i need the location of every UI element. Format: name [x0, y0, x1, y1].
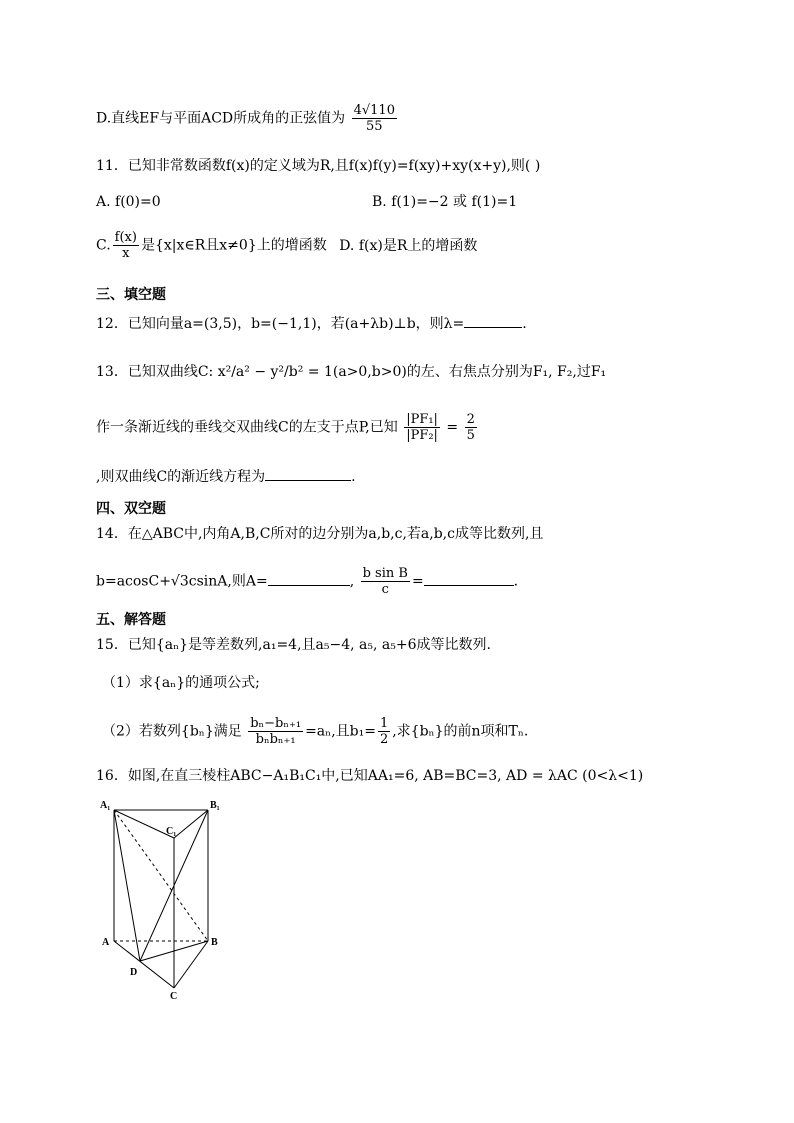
edge-a1-c1 [114, 810, 177, 838]
fraction-numerator: 2 [466, 412, 475, 427]
fraction-numerator: b sin B [362, 566, 408, 581]
label-c1: C₁ [166, 826, 177, 837]
part-2-suffix: ,求{bₙ}的前n项和Tₙ. [392, 723, 529, 740]
answer-blank-b[interactable] [424, 571, 514, 586]
option-d-text: D.直线EF与平面ACD所成角的正弦值为 [96, 110, 346, 127]
segment-a1-b-hidden [114, 810, 208, 941]
question-13-line-2-text: 作一条渐近线的垂线交双曲线C的左支于点P,已知 [96, 419, 398, 436]
question-11-stem: 11．已知非常数函数f(x)的定义域为R,且f(x)f(y)=f(xy)+xy(x+y),则( ) [96, 158, 541, 174]
answer-blank-a[interactable] [268, 571, 350, 586]
equals-sign: = [411, 573, 424, 590]
question-12-end: . [522, 316, 527, 332]
answer-blank[interactable] [265, 466, 351, 481]
section-heading-fill-in: 三、填空题 [96, 287, 166, 303]
section-heading-solutions: 五、解答题 [96, 612, 166, 628]
part-2-half-fraction [378, 716, 390, 747]
fraction-numerator: 4√110 [353, 103, 395, 118]
option-c-prefix: C. [96, 237, 111, 254]
separator: , [349, 573, 355, 590]
question-12-text: 12．已知向量a=(3,5)，b=(−1,1)，若(a+λb)⊥b，则λ= [96, 316, 465, 332]
label-b1: B₁ [210, 800, 220, 811]
edge-b1-c1 [174, 810, 208, 838]
question-14-line-1: 14．在△ABC中,内角A,B,C所对的边分别为a,b,c,若a,b,c成等比数列,且 [96, 526, 544, 542]
fraction-numerator: f(x) [114, 230, 137, 245]
fraction-denominator: x [122, 246, 130, 261]
label-a: A [102, 937, 110, 948]
label-d: D [130, 967, 138, 978]
option-d-fraction [352, 103, 397, 134]
part-2-recurrence-fraction [248, 716, 303, 747]
fraction-numerator: |PF₁| [406, 412, 438, 427]
question-11-option-a: A. f(0)=0 [96, 194, 161, 210]
fraction-denominator: |PF₂| [406, 428, 438, 443]
question-14-end: . [513, 573, 519, 590]
part-2-middle: =aₙ,且b₁= [305, 723, 376, 740]
question-13-ratio-fraction [404, 412, 440, 443]
fraction-denominator: 2 [379, 732, 389, 747]
question-13-line-1: 13．已知双曲线C: x²/a² − y²/b² = 1(a>0,b>0)的左、右焦点分别为F₁, F₂,过F₁ [96, 364, 607, 380]
question-13-value-fraction [465, 412, 477, 443]
fraction-denominator: c [381, 582, 389, 597]
question-14-line-2 [96, 566, 518, 597]
fraction-denominator: bₙbₙ₊₁ [255, 732, 296, 747]
question-15-stem: 15．已知{aₙ}是等差数列,a₁=4,且a₅−4, a₅, a₅+6成等比数列. [96, 637, 491, 653]
part-2-prefix: （2）若数列{bₙ}满足 [102, 723, 242, 740]
question-16-stem: 16．如图,在直三棱柱ABC−A₁B₁C₁中,已知AA₁=6, AB=BC=3, AD = λAC (0<λ<1) [96, 768, 644, 784]
question-15-part-1: （1）求{aₙ}的通项公式; [102, 675, 260, 691]
segment-a1-d [114, 810, 140, 961]
question-11-option-b: B. f(1)=−2 或 f(1)=1 [372, 194, 518, 210]
answer-blank[interactable] [464, 313, 522, 328]
equals-sign: = [446, 419, 459, 436]
question-13-line-3-text: ,则双曲线C的渐近线方程为 [96, 469, 266, 485]
question-13-end: . [351, 469, 356, 485]
fraction-denominator: 55 [366, 119, 383, 134]
question-12 [96, 313, 527, 333]
option-c-fraction [113, 230, 139, 261]
option-c-rest: 是{x|x∈R且x≠0}上的增函数 [140, 237, 327, 254]
option-d-line [96, 103, 399, 134]
question-11-option-d: D. f(x)是R上的增函数 [339, 237, 478, 254]
edge-b-c [174, 941, 208, 988]
section-heading-double-blank: 四、双空题 [96, 501, 166, 517]
label-a1: A₁ [100, 800, 111, 811]
fraction-denominator: 5 [466, 428, 475, 443]
question-15-part-2 [102, 716, 528, 747]
question-13-line-3 [96, 466, 356, 486]
question-14-line-2-text: b=acosC+√3csinA,则A= [96, 573, 268, 590]
label-c: C [170, 991, 178, 1002]
fraction-numerator: bₙ−bₙ₊₁ [250, 716, 302, 731]
fraction-numerator: 1 [379, 716, 389, 731]
question-14-fraction [361, 566, 410, 597]
prism-figure [98, 798, 228, 1003]
question-11-option-c-d [96, 230, 477, 261]
edge-a-c [114, 941, 174, 988]
question-13-line-2 [96, 412, 479, 443]
label-b: B [211, 937, 218, 948]
